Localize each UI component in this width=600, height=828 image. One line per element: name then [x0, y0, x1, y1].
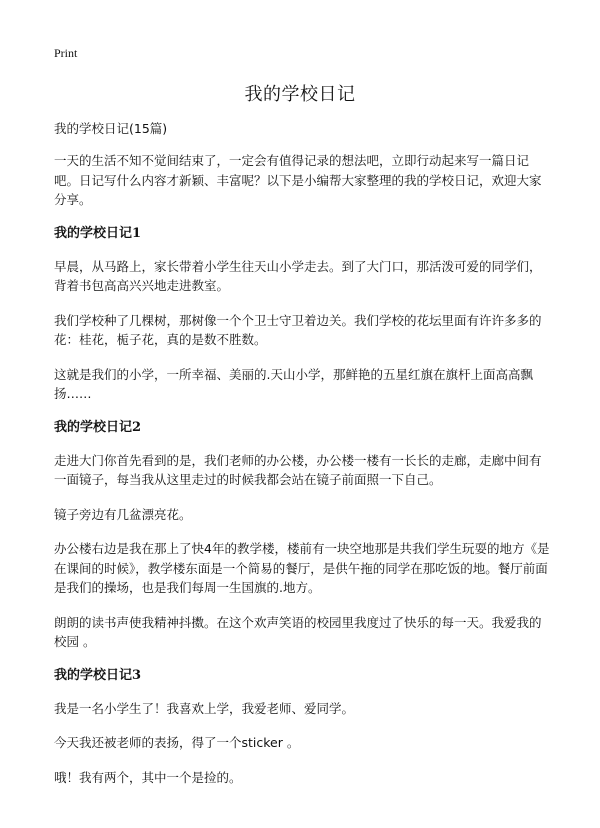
section-1-paragraph-1: 早晨，从马路上，家长带着小学生往天山小学走去。到了大门口，那活泼可爱的同学们，背着书包高高兴兴地走进教室。 [54, 258, 542, 293]
page-title: 我的学校日记 [244, 84, 356, 105]
section-3-paragraph-3: 哦！我有两个，其中一个是捡的。 [54, 769, 242, 785]
section-heading-3: 我的学校日记3 [54, 667, 142, 683]
section-3-paragraph-2: 今天我还被老师的表扬，得了一个sticker 。 [54, 735, 300, 750]
section-heading-2: 我的学校日记2 [54, 419, 142, 435]
section-1-paragraph-2: 我们学校种了几棵树，那树像一个个卫士守卫着边关。我们学校的花坛里面有许许多多的花：桂花，栀子花，真的是数不胜数。 [54, 312, 542, 347]
section-2-paragraph-2: 镜子旁边有几盆漂亮花。 [54, 506, 192, 522]
print-link[interactable]: Print [54, 46, 78, 60]
article-subtitle: 我的学校日记(15篇) [54, 121, 168, 136]
section-1-paragraph-3: 这就是我们的小学，一所幸福、美丽的.天山小学，那鲜艳的五星红旗在旗杆上面高高飘扬…… [54, 366, 533, 401]
section-2-paragraph-4: 朗朗的读书声使我精神抖擞。在这个欢声笑语的校园里我度过了快乐的每一天。我爱我的校园 。 [54, 614, 542, 649]
article-body [54, 120, 552, 802]
section-2-paragraph-3: 办公楼右边是我在那上了快4年的教学楼，楼前有一块空地那是共我们学生玩耍的地方《是在课间的时候》，教学楼东面是一个简易的餐厅，是供午拖的同学在那吃饭的地。餐厅前面是我们的操场，也是我们每周一生国旗的.地方。 [54, 541, 550, 595]
section-heading-1: 我的学校日记1 [54, 225, 142, 241]
intro-paragraph: 一天的生活不知不觉间结束了，一定会有值得记录的想法吧，立即行动起来写一篇日记吧。日记写什么内容才新颖、丰富呢？以下是小编帮大家整理的我的学校日记，欢迎大家分享。 [54, 153, 542, 207]
section-3-paragraph-1: 我是一名小学生了！我喜欢上学，我爱老师、爱同学。 [54, 700, 355, 716]
section-2-paragraph-1: 走进大门你首先看到的是，我们老师的办公楼，办公楼一楼有一长长的走廊，走廊中间有一面镜子，每当我从这里走过的时候我都会站在镜子前面照一下自己。 [54, 452, 542, 487]
